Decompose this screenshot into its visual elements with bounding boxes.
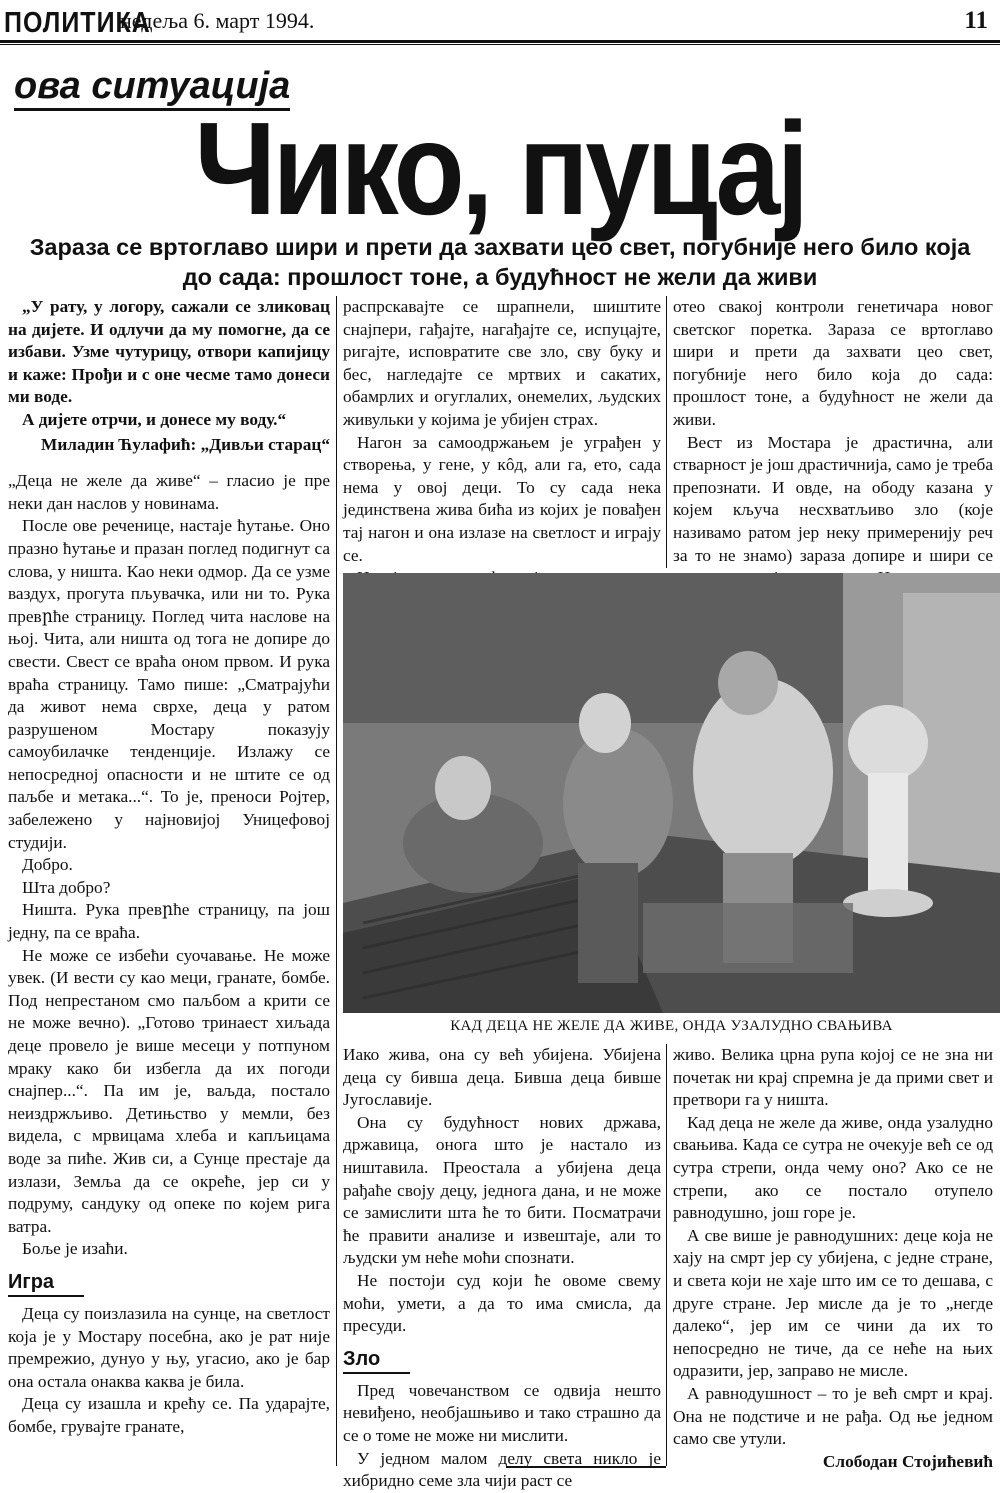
issue-date: недеља 6. март 1994. (120, 8, 315, 33)
column-divider (666, 1044, 667, 1466)
section-kicker: ова ситуација (14, 66, 290, 111)
body-paragraph: Не може се избећи суочавање. Не може увек. (И вести су као мeци, гранате, бомбе. Под непрестаном смо паљбом а крити се не може вечно). „Готово тринаест хиљада деце провело је више месеци у потпуном мраку како би избегла да их погоди снајпер...“. Па им је, ваљда, постало неиздржљиво. Детињство у мемли, без видела, с мрвицама хлеба и капљицама воде за пиће. Жив си, а Сунце престаје да излази, Земља да се окреће, јер си у подруму, сандуку од опеке по којем рига ватра. (8, 945, 330, 1236)
deck (0, 232, 1000, 292)
body-paragraph: У једном малом делу света никло је хибридно семе зла чији раст се (343, 1448, 661, 1491)
body-paragraph: Деца су поизлазила на сунце, на светлост која је у Мостару посебна, ако је рат није премрежио, дунуо у њу, угасио, ако је бар она остала онаква каква је била. (8, 1303, 330, 1391)
column-3-top (673, 296, 993, 612)
deck-line-2: до сада: прошлост тоне, а будућност не жели да живи (182, 264, 818, 290)
body-paragraph: Кад деца не желе да живе, онда узалудно свањива. Када се сутра не очекује већ се од сутра стрепи, онда чему оно? Ако се не стрепи, ако се постало отупело равнодушно, још горе је. (673, 1112, 993, 1223)
column-divider (666, 296, 667, 568)
body-paragraph: Добро. (22, 855, 73, 875)
epigraph-paragraph: А дијете отрчи, и донесе му воду.“ (22, 409, 287, 429)
body-paragraph: Ништа. Рука превրће страницу, па још једну, па се враћа. (8, 900, 330, 943)
column-divider (336, 296, 337, 1466)
body-paragraph: Пред човечанством се одвија нешто невиђено, необјашњиво и тако страшно да се о томе не може ни мислити. (343, 1380, 661, 1445)
headline: Чико, пуцај (194, 95, 806, 242)
author-signature: Слободан Стојићевић (822, 1451, 993, 1471)
column-3-bottom (673, 1044, 993, 1473)
body-paragraph: А све више је равнодушних: деце која не хају на смрт јер су убијена, с једне стране, и света који не хаје што им се то дешава, с друге стране. Јер мисле да је то „негде далеко“, јер им се чини да их то непосредно не тиче, да се неће на њих одразити, јер, заправо не мисле. (673, 1225, 993, 1381)
epigraph-paragraph: „У рату, у логору, сажали се зликовац на дијете. И одлучи да му помогне, да се избави. Узме чутурицу, отвори капијицу и каже: Прођи и с оне чесме тамо донеси ми воде. (8, 297, 330, 407)
end-rule (506, 1466, 666, 1468)
newspaper-logo: ПОЛИТИКА (4, 6, 151, 40)
subhead-igra: Игра (8, 1269, 84, 1297)
body-paragraph: распрскавајте се шрапнели, шиштите снајпери, гађајте, нагађајте се, испуцајте, ригајте, исповратите све зло, сву буку и бес, нагледајте се мртвих и сакатих, обамрлих и огуглалих, онемелих, људских живульки у којима је убијен страх. (343, 297, 661, 429)
body-paragraph: После ове реченице, настаје ћутање. Оно празно ћутање и празан поглед подигнут са слова, у ништа. Као неки одмор. Да се узме ваздух, прогута пљувачка, или ни то. Рука превրће страницу. Поглед чита наслове на њој. Чита, али ништа од тога не допире до свести. Свест се враћа оном првом. И рука враћа страницу. Тамо пише: „Сматрајући да живот нема сврхе, деца у ратом разрушеном Мостару показују самоубилачке тенденције. Излажу се непосредној опасности и не штите се од паљбе и метака...“. То је, преноси Ројтер, забележено у најновијој Уницефовој студији. (8, 516, 330, 852)
body-paragraph: отео свакој контроли генетичара новог светског поретка. Зараза се вртоглаво шири и прети да захвати цео свет, погубније него било која до сада: прошлост тоне, а будућност не жели да живи. (673, 297, 993, 429)
body-paragraph: Боље је изаћи. (22, 1239, 128, 1259)
column-2-bottom (343, 1044, 661, 1493)
body-paragraph: Иако жива, она су већ убијена. Убијена деца су бивша деца. Бивша деца бивше Југославије. (343, 1045, 661, 1110)
body-paragraph: живо. Велика црна рупа којој се не зна ни почетак ни крај спремна је да прими свет и претвори га у ништа. (673, 1045, 993, 1110)
photo-children-on-stairs (343, 573, 1000, 1013)
epigraph-attribution: Миладин Ћулафић: „Дивљи старац“ (41, 434, 330, 454)
body-paragraph: Деца су изашла и крећу се. Па ударајте, бомбе, грувајте гранате, (8, 1394, 330, 1436)
photo-caption: КАД ДЕЦА НЕ ЖЕЛЕ ДА ЖИВЕ, ОНДА УЗАЛУДНО СВАЊИВА (450, 1018, 893, 1034)
masthead (0, 0, 1000, 43)
deck-line-1: Зараза се вртоглаво шири и прети да захвати цео свет, погубније него било која (29, 234, 971, 260)
epigraph (8, 296, 330, 456)
body-paragraph: Вест из Мостара је драстична, али стварност је још драстичнија, само је треба препознати. И овде, на ободу казана у којем кључа несхватљиво зло (које називамо ратом јер неку примеренију реч за то не знамо) зараза допире и шири се (673, 432, 993, 565)
body-paragraph: „Деца не желе да живе“ – гласио је пре неки дан наслов у новинама. (8, 471, 330, 513)
column-1 (8, 296, 330, 1439)
column-2-top (343, 296, 661, 612)
news-photo (343, 573, 1000, 1013)
body-paragraph: Не постоји суд који ће овоме свему моћи, умети, а да то има смисла, да пресуди. (343, 1270, 661, 1336)
subhead-zlo: Зло (343, 1346, 410, 1374)
body-paragraph: А равнодушност – то је већ смрт и крај. Она не подстиче и не рађа. Од ње једном само све утули. (673, 1383, 993, 1449)
page-number: 11 (964, 7, 988, 34)
masthead-rule (0, 44, 1000, 45)
body-paragraph: Шта добро? (22, 877, 111, 897)
body-paragraph: Она су будућност нових држава, државица, онога што је настало из ништавила. Преостала а убијена деца рађаће своју децу, једнога дана, и не може се замислити шта ће то бити. Посматрачи ће правити анализе и извештаје, али то људски ум неће моћи спознати. (343, 1112, 661, 1268)
body-paragraph: Нагон за самоодржањем је уграђен у створења, у гене, у кôд, али га, ето, сада нема у овој деци. То су сада нека јединствена жива бића из којих је повађен тај нагон и она излазе на светлост и играју се. (343, 432, 661, 565)
